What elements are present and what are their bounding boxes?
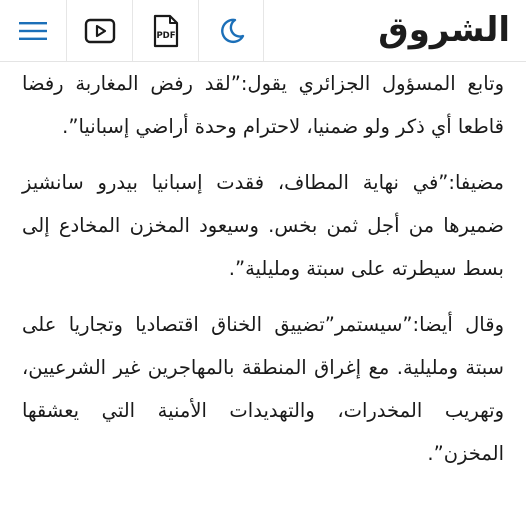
- article-paragraph: وقال أيضا:”سيستمر”تضييق الخناق اقتصاديا وتجاريا على سبتة ومليلية. مع إغراق المنطقة بالمهاجرين غير الشرعيين، وتهريب المخدرات، والتهديدات الأمنية التي يعشقها المخزن”.: [22, 313, 504, 465]
- site-logo[interactable]: الشروق: [378, 10, 510, 50]
- menu-icon: [18, 20, 48, 42]
- dark-mode-toggle[interactable]: [198, 0, 264, 61]
- pdf-icon: [151, 14, 181, 48]
- article-body: [22, 62, 504, 488]
- menu-button[interactable]: [0, 0, 66, 61]
- article-paragraph: مضيفا:”في نهاية المطاف، فقدت إسبانيا بيدرو سانشيز ضميرها من أجل ثمن بخس. وسيعود المخزن المخادع إلى بسط سيطرته على سبتة ومليلية”.: [22, 171, 504, 280]
- top-bar: [0, 0, 526, 62]
- video-button[interactable]: [66, 0, 132, 61]
- pdf-button[interactable]: [132, 0, 198, 61]
- moon-icon: [216, 16, 246, 46]
- video-icon: [84, 18, 116, 44]
- pdf-label: PDF: [155, 30, 176, 41]
- article-paragraph: وتابع المسؤول الجزائري يقول:”لقد رفض المغاربة رفضا قاطعا أي ذكر ولو ضمنيا، لاحترام وحدة أراضي إسبانيا”.: [22, 72, 504, 138]
